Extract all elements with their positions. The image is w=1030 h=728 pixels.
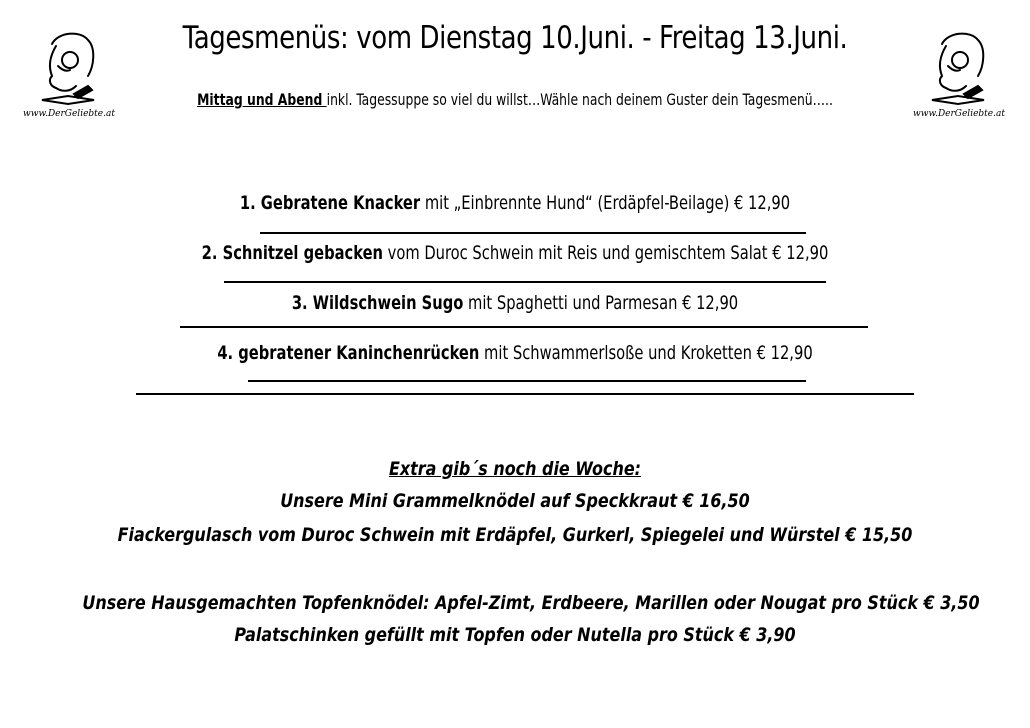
menu-item-dish: 4. gebratener Kaninchenrücken	[217, 342, 480, 364]
menu-item-dish: 3. Wildschwein Sugo	[291, 292, 464, 314]
menu-item-description: vom Duroc Schwein mit Reis und gemischtem Salat € 12,90	[383, 242, 829, 264]
divider	[248, 380, 806, 382]
divider	[224, 281, 826, 283]
extra-item: Fiackergulasch vom Duroc Schwein mit Erdäpfel, Gurkerl, Spiegelei und Würstel € 15,50	[117, 524, 913, 546]
menu-item-2	[72, 242, 958, 264]
logo-text: www.DerGeliebte.at	[913, 109, 1005, 119]
divider	[180, 326, 868, 328]
subtitle-strong: Mittag und Abend	[197, 90, 327, 109]
menu-item-dish: 2. Schnitzel gebacken	[201, 242, 384, 264]
extra-item: Unsere Hausgemachten Topfenknödel: Apfel-Zimt, Erdbeere, Marillen oder Nougat pro Stück € 3,50	[82, 592, 980, 614]
menu-item-description: mit „Einbrennte Hund“ (Erdäpfel-Beilage) € 12,90	[420, 192, 791, 214]
extra-item: Palatschinken gefüllt mit Topfen oder Nutella pro Stück € 3,90	[234, 624, 796, 646]
menu-item-4	[72, 342, 958, 364]
extra-item: Unsere Mini Grammelknödel auf Speckkraut € 16,50	[280, 490, 750, 512]
menu-item-dish: 1. Gebratene Knacker	[239, 192, 421, 214]
menu-item-description: mit Spaghetti und Parmesan € 12,90	[463, 292, 739, 314]
menu-item-3	[72, 292, 958, 314]
logo-text: www.DerGeliebte.at	[23, 109, 115, 119]
divider	[136, 393, 914, 395]
subtitle-rest: inkl. Tagessuppe so viel du willst…Wähle nach deinem Guster dein Tagesmenü…..	[326, 90, 833, 109]
extras-heading: Extra gib´s noch die Woche:	[388, 458, 642, 480]
subtitle	[72, 90, 958, 109]
divider	[260, 232, 806, 234]
page-title: Tagesmenüs: vom Dienstag 10.Juni. - Freitag 13.Juni.	[182, 20, 848, 56]
menu-item-1	[72, 192, 958, 214]
menu-item-description: mit Schwammerlsoße und Kroketten € 12,90	[479, 342, 813, 364]
